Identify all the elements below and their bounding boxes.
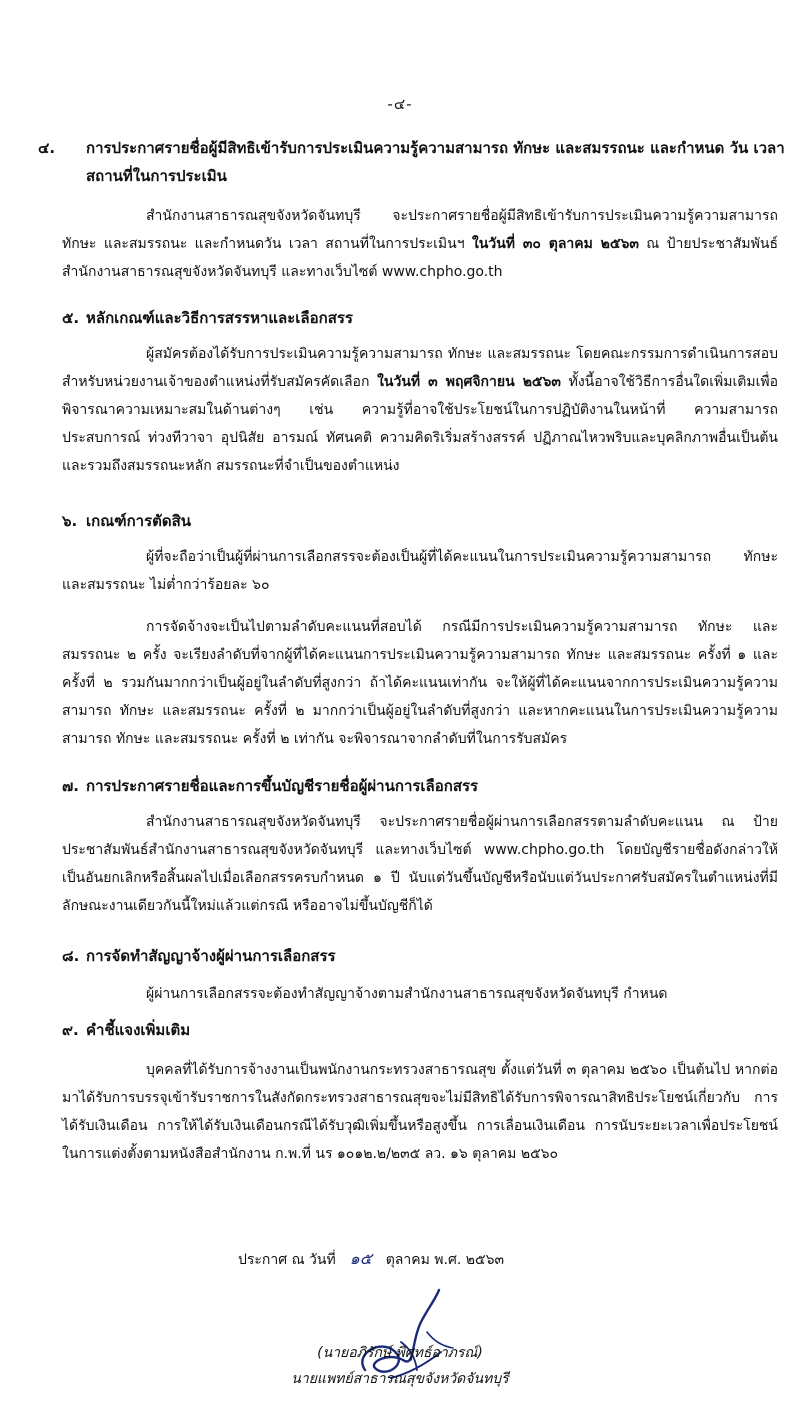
paragraph-text: ผู้ผ่านการเลือกสรรจะต้องทำสัญญาจ้างตามสำนักงานสาธารณสุขจังหวัดจันทบุรี กำหนด bbox=[146, 986, 668, 1002]
signer-name: (นายอภิรักษ์ พิศุทธ์อาภรณ์) bbox=[317, 1345, 483, 1361]
section-4-paragraph bbox=[62, 202, 778, 286]
section-title: การประกาศรายชื่อและการขึ้นบัญชีรายชื่อผู้ผ่านการเลือกสรร bbox=[86, 777, 479, 795]
paragraph-text-cont: ณ ป้ายประชาสัมพันธ์สำนักงานสาธารณสุขจังหวัดจันทบุรี และทางเว็บไซต์ www.chpho.go.th bbox=[62, 236, 778, 280]
signer-title: นายแพทย์สาธารณสุขจังหวัดจันทบุรี bbox=[291, 1371, 509, 1387]
paragraph-text-cont: ทั้งนี้อาจใช้วิธีการอื่นใดเพิ่มเติมเพื่อพิจารณาความเหมาะสมในด้านต่างๆ เช่น ความรู้ที่อาจใช้ประโยชน์ในการปฏิบัติงานในหน้าที่ ความสามารถ ประสบการณ์ ท่วงทีวาจา อุปนิสัย อารมณ์ ทัศนคติ ความคิดริเริ่มสร้างสรรค์ ปฏิภาณไหวพริบและบุคลิกภาพอื่นเป็นต้น และรวมถึงสมรรถนะหลัก สมรรถนะที่จำเป็นของตำแหน่ง bbox=[62, 374, 778, 474]
announcement-day: ๑๕ bbox=[349, 1249, 372, 1268]
paragraph-text: การจัดจ้างจะเป็นไปตามลำดับคะแนนที่สอบได้ กรณีมีการประเมินความรู้ความสามารถ ทักษะ และสมรรถนะ ๒ ครั้ง จะเรียงลำดับที่จากผู้ที่ได้คะแนนการประเมินความรู้ความสามารถ ทักษะ และสมรรถนะ ครั้งที่ ๑ และครั้งที่ ๒ รวมกันมากกว่าเป็นผู้อยู่ในลำดับที่สูงกว่า ถ้าได้คะแนนเท่ากัน จะให้ผู้ที่ได้คะแนนจากการประเมินความรู้ความสามารถ ทักษะ และสมรรถนะ ครั้งที่ ๒ มากกว่าเป็นผู้อยู่ในลำดับที่สูงกว่า และหากคะแนนในการประเมินความรู้ความสามารถ ทักษะ และสมรรถนะ ครั้งที่ ๒ เท่ากัน จะพิจารณาจากลำดับที่ในการรับสมัคร bbox=[62, 619, 778, 747]
section-number: ๙. bbox=[62, 1021, 79, 1039]
section-title: การจัดทำสัญญาจ้างผู้ผ่านการเลือกสรร bbox=[86, 947, 336, 965]
section-number: ๗. bbox=[62, 777, 79, 795]
section-number: ๘. bbox=[62, 947, 80, 965]
paragraph-bold-date: ในวันที่ ๓ พฤศจิกายน ๒๕๖๓ bbox=[377, 374, 561, 390]
section-5-paragraph bbox=[62, 340, 778, 480]
section-6-paragraph-2 bbox=[62, 613, 778, 753]
section-title: เกณฑ์การตัดสิน bbox=[86, 512, 192, 530]
section-title: การประกาศรายชื่อผู้มีสิทธิเข้ารับการประเมินความรู้ความสามารถ ทักษะ และสมรรถนะ และกำหนด วัน เวลา สถานที่ในการประเมิน bbox=[86, 139, 785, 185]
paragraph-text: ผู้สมัครต้องได้รับการประเมินความรู้ความสามารถ ทักษะ และสมรรถนะ โดยคณะกรรมการดำเนินการสอบสำหรับหน่วยงานเจ้าของตำแหน่งที่รับสมัครคัดเลือก bbox=[62, 346, 778, 390]
page-number: -๔- bbox=[387, 95, 413, 113]
section-5-heading bbox=[62, 304, 762, 332]
section-number: ๖. bbox=[62, 512, 78, 530]
announcement-suffix: ตุลาคม พ.ศ. ๒๕๖๓ bbox=[385, 1252, 505, 1268]
paragraph-text: บุคคลที่ได้รับการจ้างงานเป็นพนักงานกระทรวงสาธารณสุข ตั้งแต่วันที่ ๓ ตุลาคม ๒๕๖๐ เป็นต้นไป หากต่อมาได้รับการบรรจุเข้ารับราชการในสังกัดกระทรวงสาธารณสุขจะไม่มีสิทธิได้รับการพิจารณาสิทธิประโยชน์เกี่ยวกับ การได้รับเงินเดือน การให้ได้รับเงินเดือนกรณีได้รับวุฒิเพิ่มขึ้นหรือสูงขึ้น การเลื่อนเงินเดือน การนับระยะเวลาเพื่อประโยชน์ในการแต่งตั้งตามหนังสือสำนักงาน ก.พ.ที่ นร ๑๐๑๒.๒/๒๓๕ ลว. ๑๖ ตุลาคม ๒๕๖๐ bbox=[62, 1062, 778, 1162]
section-9-heading bbox=[62, 1016, 762, 1044]
paragraph-text: ผู้ที่จะถือว่าเป็นผู้ที่ผ่านการเลือกสรรจะต้องเป็นผู้ที่ได้คะแนนในการประเมินความรู้ความสามารถ ทักษะ และสมรรถนะ ไม่ต่ำกว่าร้อยละ ๖๐ bbox=[62, 549, 778, 593]
section-7-paragraph bbox=[62, 808, 778, 920]
section-7-heading bbox=[62, 772, 762, 800]
section-4-heading bbox=[38, 134, 786, 190]
announcement-date bbox=[238, 1245, 504, 1274]
section-title: คำชี้แจงเพิ่มเติม bbox=[86, 1021, 191, 1039]
paragraph-bold-date: ในวันที่ ๓๐ ตุลาคม ๒๕๖๓ bbox=[471, 236, 639, 252]
paragraph-text: สำนักงานสาธารณสุขจังหวัดจันทบุรี จะประกาศรายชื่อผู้ผ่านการเลือกสรรตามลำดับคะแนน ณ ป้ายประชาสัมพันธ์สำนักงานสาธารณสุขจังหวัดจันทบุรี และทางเว็บไซต์ www.chpho.go.th โดยบัญชีรายชื่อดังกล่าวให้เป็นอันยกเลิกหรือสิ้นผลไปเมื่อเลือกสรรครบกำหนด ๑ ปี นับแต่วันขึ้นบัญชีหรือนับแต่วันประกาศรับสมัครในตำแหน่งที่มีลักษณะงานเดียวกันนี้ใหม่แล้วแต่กรณี หรืออาจไม่ขึ้นบัญชีก็ได้ bbox=[62, 814, 778, 914]
section-8-paragraph bbox=[62, 980, 778, 1008]
section-number: ๕. bbox=[62, 309, 80, 327]
section-title: หลักเกณฑ์และวิธีการสรรหาและเลือกสรร bbox=[86, 309, 353, 327]
section-6-heading bbox=[62, 507, 762, 535]
section-number: ๔. bbox=[38, 139, 56, 157]
section-6-paragraph-1 bbox=[62, 543, 778, 599]
announcement-prefix: ประกาศ ณ วันที่ bbox=[238, 1252, 336, 1268]
paragraph-text: สำนักงานสาธารณสุขจังหวัดจันทบุรี จะประกาศรายชื่อผู้มีสิทธิเข้ารับการประเมินความรู้ความสามารถ ทักษะ และสมรรถนะ และกำหนดวัน เวลา สถานที่ในการประเมินฯ bbox=[62, 208, 778, 252]
section-8-heading bbox=[62, 942, 762, 970]
section-9-paragraph bbox=[62, 1056, 778, 1168]
